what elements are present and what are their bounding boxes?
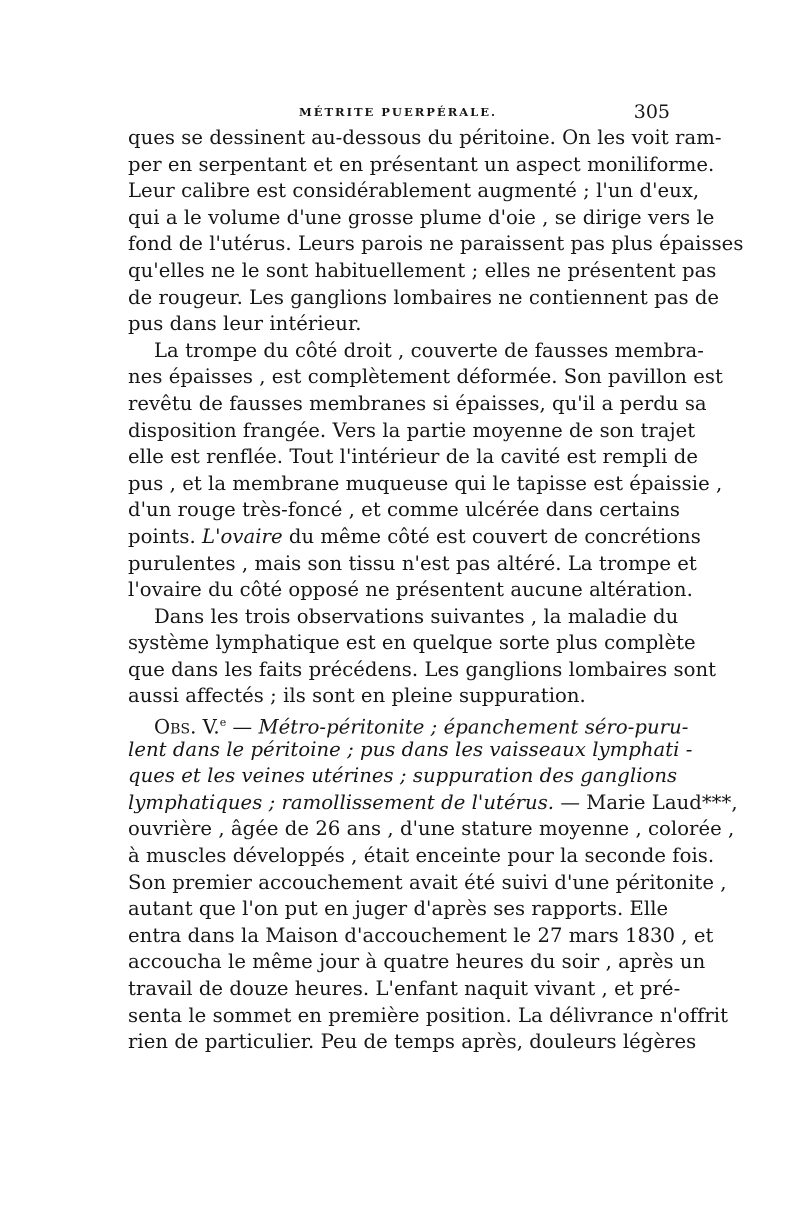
text-line: La trompe du côté droit , couverte de fausses membra- (154, 338, 704, 362)
observation-title: Métro-péritonite ; épanchement séro-puru- (258, 715, 689, 739)
italic-term: L'ovaire (202, 524, 283, 548)
text-line: d'un rouge très-foncé , et comme ulcérée dans certains (128, 498, 680, 522)
text-line: que dans les faits précédens. Les ganglions lombaires sont (128, 657, 717, 681)
page-header (128, 103, 668, 125)
running-title: MÉTRITE PUERPÉRALE. (298, 105, 498, 119)
text-line: autant que l'on put en juger d'après ses rapports. Elle (128, 897, 669, 921)
text-line: elle est renflée. Tout l'intérieur de la cavité est rempli de (128, 445, 698, 469)
text-line: qui a le volume d'une grosse plume d'oie , se dirige vers le (128, 205, 715, 229)
text-line: système lymphatique est en quelque sorte plus complète (128, 631, 696, 655)
text-line: nes épaisses , est complètement déformée. Son pavillon est (128, 365, 723, 389)
body-text (128, 125, 744, 1056)
observation-title-line: ques et les veines utérines ; suppuration des ganglions (128, 764, 678, 788)
ordinal-superscript: e (219, 716, 227, 730)
observation-title-line: lent dans le péritoine ; pus dans les vaisseaux lymphati - (128, 737, 693, 761)
observation-title-line (128, 790, 738, 817)
text-line: de rougeur. Les ganglions lombaires ne contiennent pas de (128, 285, 720, 309)
text-line: entra dans la Maison d'accouchement le 27 mars 1830 , et (128, 923, 714, 947)
text-line: Son premier accouchement avait été suivi d'une péritonite , (128, 870, 727, 894)
text-line: ouvrière , âgée de 26 ans , d'une stature moyenne , colorée , (128, 817, 735, 841)
text-line: per en serpentant et en présentant un aspect moniliforme. (128, 152, 715, 176)
observation-label: Obs. V. (154, 715, 220, 739)
text-line (128, 524, 701, 551)
text-line: accoucha le même jour à quatre heures du soir , après un (128, 950, 706, 974)
text-line: à muscles développés , était enceinte pour la seconde fois. (128, 844, 715, 868)
text-line: qu'elles ne le sont habituellement ; elles ne présentent pas (128, 258, 717, 282)
text-line: senta le sommet en première position. La délivrance n'offrit (128, 1003, 729, 1027)
book-page (128, 101, 744, 1056)
text-fragment: — (226, 715, 259, 739)
text-fragment: du même côté est couvert de concrétions (282, 524, 701, 548)
text-line: ques se dessinent au-dessous du péritoine. On les voit ram- (128, 126, 722, 149)
text-line: l'ovaire du côté opposé ne présentent aucune altération. (128, 578, 693, 602)
observation-title: lymphatiques ; ramollissement de l'utérus. (128, 790, 555, 814)
text-line: revêtu de fausses membranes si épaisses, qu'il a perdu sa (128, 391, 707, 415)
text-line: pus dans leur intérieur. (128, 312, 362, 336)
text-line: pus , et la membrane muqueuse qui le tapisse est épaissie , (128, 471, 723, 495)
text-line: purulentes , mais son tissu n'est pas altéré. La trompe et (128, 551, 697, 575)
text-line: rien de particulier. Peu de temps après, douleurs légères (128, 1030, 697, 1054)
text-line: Dans les trois observations suivantes , la maladie du (154, 604, 679, 628)
text-line: disposition frangée. Vers la partie moyenne de son trajet (128, 418, 696, 442)
observation-heading-line (128, 710, 689, 739)
text-line: Leur calibre est considérablement augmenté ; l'un d'eux, (128, 179, 700, 203)
page-number: 305 (633, 101, 670, 123)
text-line: travail de douze heures. L'enfant naquit vivant , et pré- (128, 977, 681, 1000)
text-line: aussi affectés ; ils sont en pleine suppuration. (128, 684, 586, 708)
text-line: fond de l'utérus. Leurs parois ne paraissent pas plus épaisses (128, 232, 744, 256)
text-fragment: points. (128, 524, 203, 548)
text-fragment: — Marie Laud***, (554, 790, 738, 814)
